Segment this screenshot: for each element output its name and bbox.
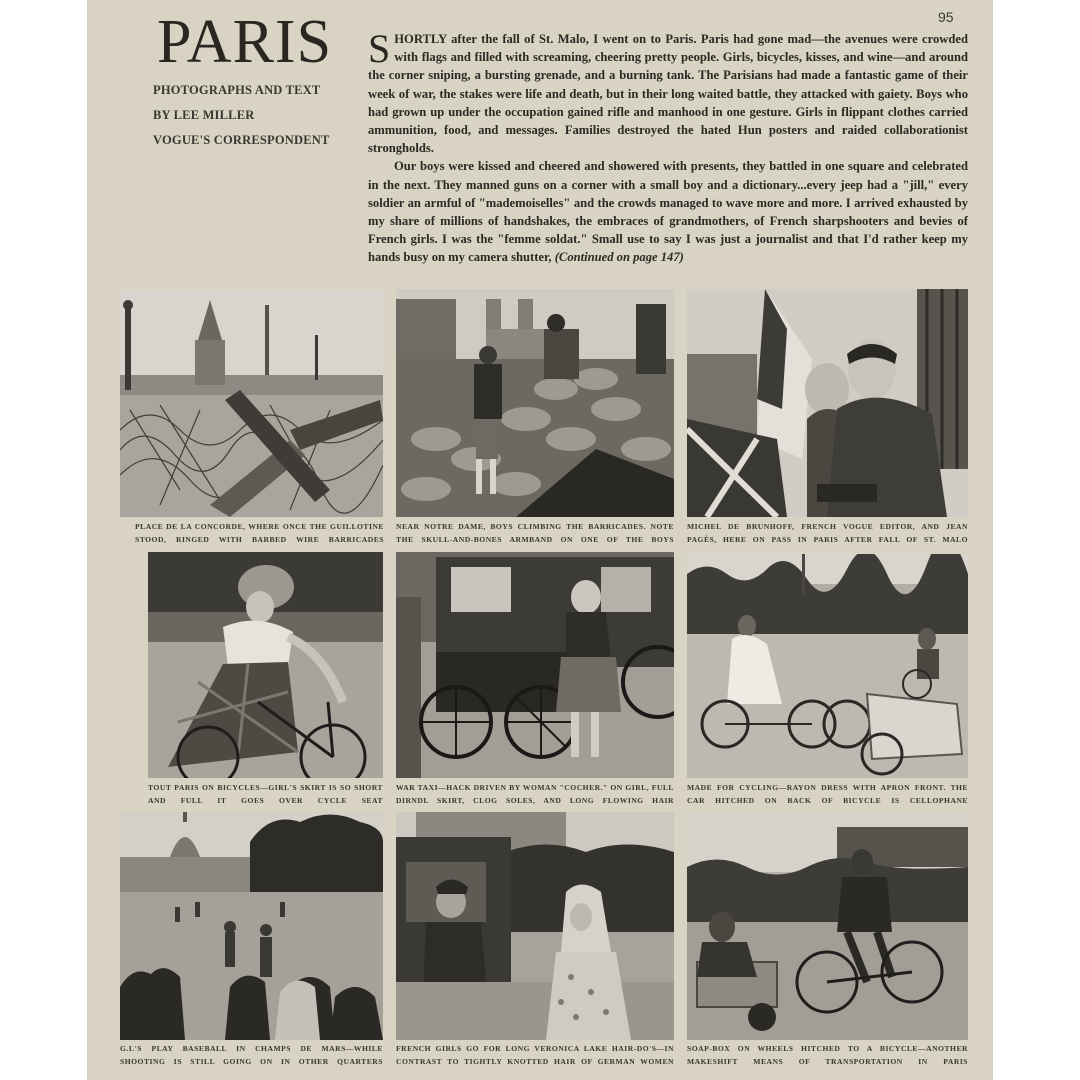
photo-cycling-park: [687, 554, 968, 778]
photo-girl-on-bicycle: [148, 552, 383, 778]
caption-war-taxi: WAR TAXI—HACK DRIVEN BY WOMAN "COCHER." ON GIRL, FULL DIRNDL SKIRT, CLOG SOLES, AND LONG FLOWING HAIR: [396, 783, 674, 805]
photo-soap-box-bicycle: [687, 812, 968, 1040]
caption-baseball-champs-de-mars: G.I.'S PLAY BASEBALL IN CHAMPS DE MARS—WHILE SHOOTING IS STILL GOING ON IN OTHER QUARTERS: [120, 1044, 383, 1066]
drop-cap: S: [368, 26, 391, 71]
caption-veronica-lake-hair: FRENCH GIRLS GO FOR LONG VERONICA LAKE HAIR-DO'S—IN CONTRAST TO TIGHTLY KNOTTED HAIR OF GERMAN WOMEN: [396, 1044, 674, 1066]
page-title: PARIS: [157, 8, 333, 76]
subtitle-line-3: VOGUE'S CORRESPONDENT: [153, 133, 330, 147]
caption-cycling-park: MADE FOR CYCLING—RAYON DRESS WITH APRON FRONT. THE CAR HITCHED ON BACK OF BICYCLE IS CELLOPHANE: [687, 783, 968, 805]
photo-war-taxi: [396, 552, 674, 778]
magazine-page: [87, 0, 993, 1080]
photo-notre-dame-barricades: [396, 289, 674, 517]
caption-notre-dame-barricades: NEAR NOTRE DAME, BOYS CLIMBING THE BARRICADES. NOTE THE SKULL-AND-BONES ARMBAND ON ONE OF THE BOYS: [396, 522, 674, 544]
subtitle-line-1: PHOTOGRAPHS AND TEXT: [153, 83, 321, 97]
photo-veronica-lake-hair: [396, 812, 674, 1040]
subtitle-line-2: BY LEE MILLER: [153, 108, 255, 122]
caption-place-de-la-concorde: PLACE DE LA CONCORDE, WHERE ONCE THE GUILLOTINE STOOD, RINGED WITH BARBED WIRE BARRICADES: [135, 522, 384, 544]
photo-baseball-champs-de-mars: [120, 812, 383, 1040]
continued-note: (Continued on page 147): [554, 250, 684, 265]
paragraph-1: HORTLY after the fall of St. Malo, I went on to Paris. Paris had gone mad—the avenues were crowded with flags and filled with screaming, cheering pretty people. Girls, bicycles, kisses, and wine—and around the corner sniping, a bursting grenade, and a burning tank. The Parisians had made a fantastic game of their week of war, the stakes were life and death, but in their long waited battle, they attacked with gaiety. Boys who had grown up under the occupation gained rifle and manhood in one gesture. Girls in flippant clothes carried ammunition, food, and messages. Families destroyed the hated Hun posters and raided collaborationist strongholds.: [368, 32, 968, 156]
caption-girl-on-bicycle: TOUT PARIS ON BICYCLES—GIRL'S SKIRT IS SO SHORT AND FULL IT GOES OVER CYCLE SEAT: [148, 783, 383, 805]
caption-de-brunhoff-pages: MICHEL DE BRUNHOFF, FRENCH VOGUE EDITOR, AND JEAN PAGÈS, HERE ON PASS IN PARIS AFTER FALL OF ST. MALO: [687, 522, 968, 544]
caption-soap-box-bicycle: SOAP-BOX ON WHEELS HITCHED TO A BICYCLE—ANOTHER MAKESHIFT MEANS OF TRANSPORTATION IN PARIS: [687, 1044, 968, 1066]
photo-de-brunhoff-pages: [687, 289, 968, 517]
article-body: [368, 26, 968, 267]
page-number: 95: [938, 9, 954, 25]
paragraph-2: Our boys were kissed and cheered and showered with presents, they battled in one square and celebrated in the next. They manned guns on a corner with a small boy and a dictionary...every jeep had a "jill," every soldier an armful of "mademoiselles" and the crowds managed to wave more and more. I arrived exhausted by my share of millions of handshakes, the embraces of grandmothers, of French sharpshooters and bevies of French girls. I was the "femme soldat." Small use to say I was just a journalist and that I'd rather keep my hands busy on my camera shutter,: [368, 159, 968, 265]
photo-place-de-la-concorde: [120, 290, 383, 517]
